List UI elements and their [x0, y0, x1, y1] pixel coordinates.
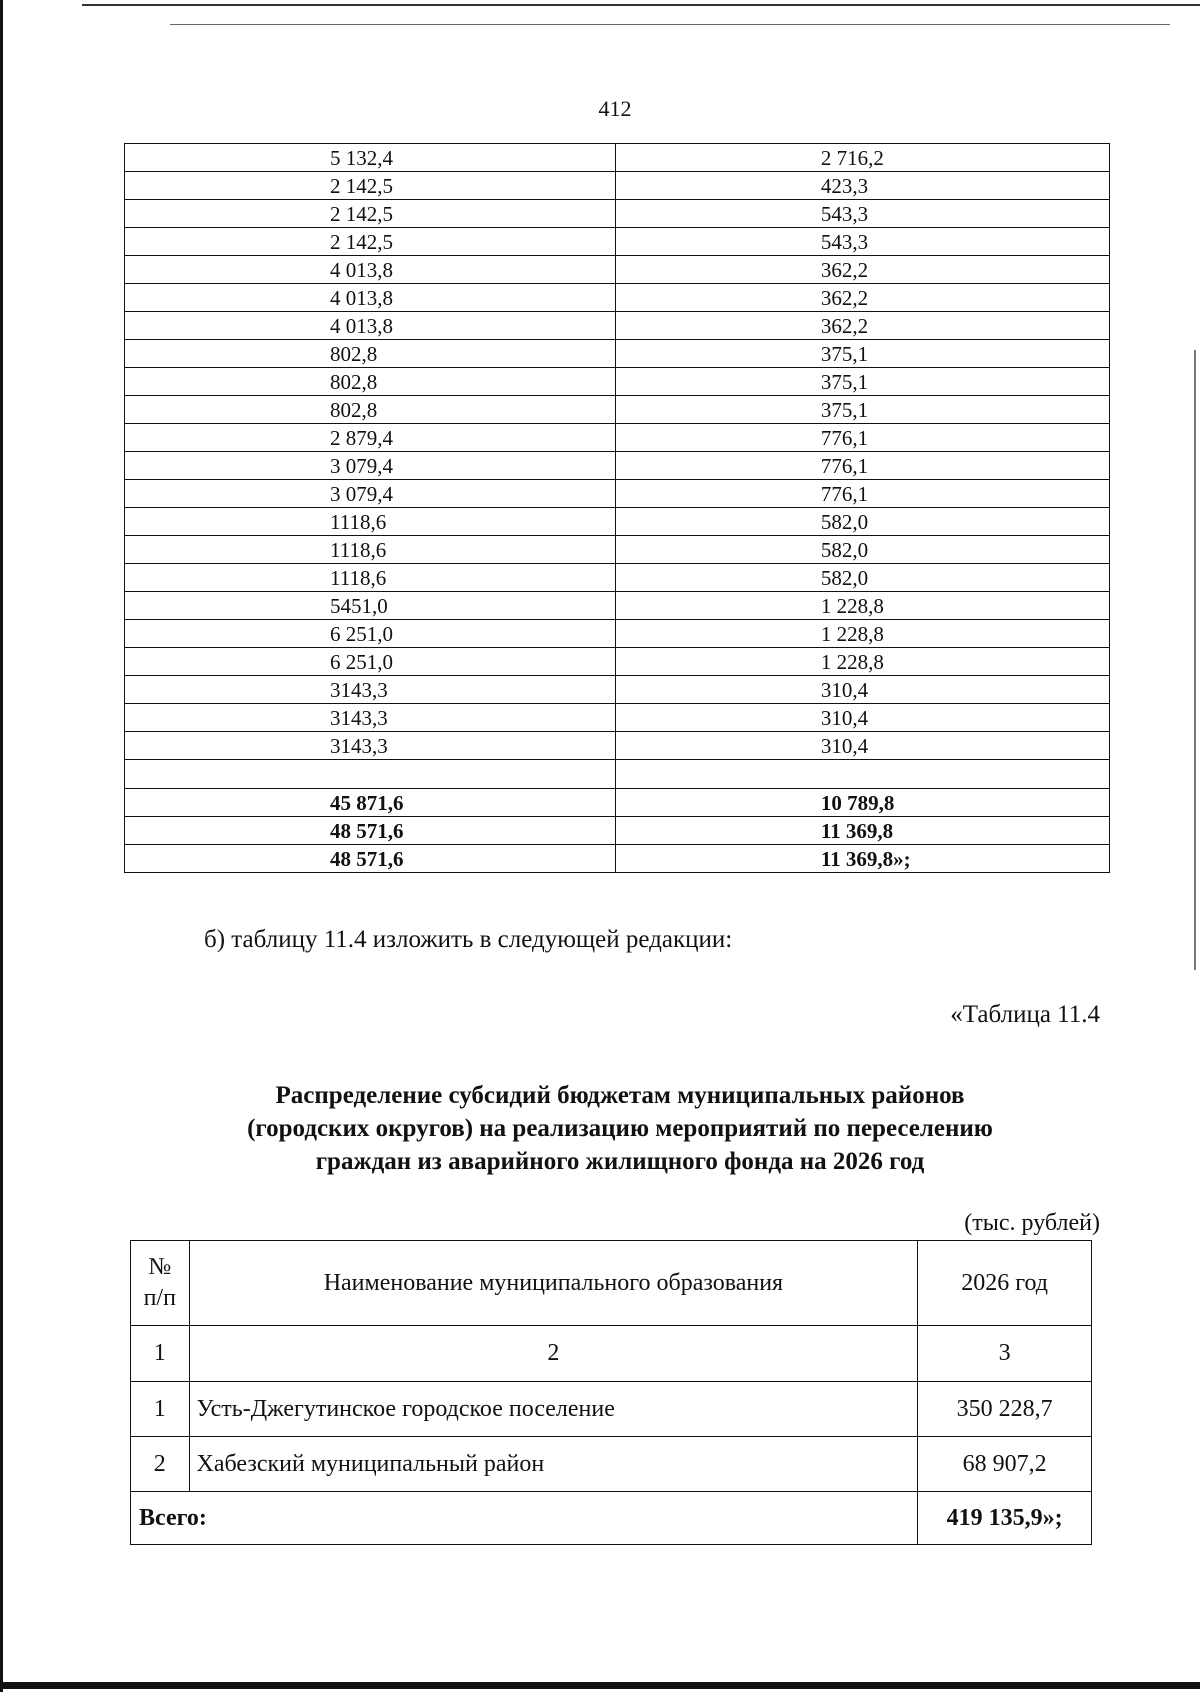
table-cell: 2 879,4 [125, 424, 616, 452]
table-cell: 3143,3 [125, 704, 616, 732]
table-row [125, 648, 1110, 676]
continuation-table [124, 143, 1110, 873]
header-num-line: п/п [143, 1285, 176, 1311]
table-row [125, 564, 1110, 592]
table-row [125, 424, 1110, 452]
table-row [125, 396, 1110, 424]
table-cell: 1 228,8 [615, 592, 1109, 620]
table-cell: 582,0 [615, 508, 1109, 536]
heading-line: Распределение субсидий бюджетам муниципальных районов [275, 1082, 965, 1109]
table-cell: 3 [918, 1326, 1092, 1382]
table-row [125, 508, 1110, 536]
table-cell: Усть-Джегутинское городское поселение [189, 1382, 918, 1437]
table-row [125, 172, 1110, 200]
table-cell: 3 079,4 [125, 452, 616, 480]
table-cell: 48 571,6 [125, 845, 616, 873]
table-row-total [125, 789, 1110, 817]
table-cell: 6 251,0 [125, 620, 616, 648]
table-cell: 1118,6 [125, 536, 616, 564]
table-cell: 375,1 [615, 340, 1109, 368]
header-year: 2026 год [918, 1241, 1092, 1326]
table-cell: 1118,6 [125, 564, 616, 592]
table-cell: 4 013,8 [125, 284, 616, 312]
header-num [131, 1241, 190, 1326]
table-cell: 375,1 [615, 368, 1109, 396]
column-index-row [131, 1326, 1092, 1382]
total-value: 419 135,9»; [918, 1492, 1092, 1545]
table-cell [125, 760, 616, 789]
table-cell: 1 [131, 1326, 190, 1382]
scan-border-left [0, 0, 3, 1692]
table-header-row [131, 1241, 1092, 1326]
table-cell: 543,3 [615, 228, 1109, 256]
table-cell [615, 760, 1109, 789]
table-cell: 5451,0 [125, 592, 616, 620]
table-cell: 776,1 [615, 424, 1109, 452]
table-cell: 423,3 [615, 172, 1109, 200]
table-heading [120, 1079, 1120, 1178]
table-cell: 3143,3 [125, 676, 616, 704]
table-cell: 3143,3 [125, 732, 616, 760]
page-number: 412 [598, 96, 632, 121]
units-label: (тыс. рублей) [964, 1210, 1100, 1236]
table-row [131, 1437, 1092, 1492]
table-cell: 3 079,4 [125, 480, 616, 508]
heading-line: (городских округов) на реализацию мероприятий по переселению [247, 1115, 993, 1142]
table-cell: 802,8 [125, 368, 616, 396]
table-row [125, 368, 1110, 396]
table-cell: 582,0 [615, 536, 1109, 564]
table-row [125, 676, 1110, 704]
table-cell: 2 [131, 1437, 190, 1492]
heading-line: граждан из аварийного жилищного фонда на 2026 год [315, 1148, 925, 1175]
table-row [131, 1382, 1092, 1437]
table-cell: 776,1 [615, 452, 1109, 480]
table-cell: 4 013,8 [125, 256, 616, 284]
table-row [125, 732, 1110, 760]
table-row [125, 200, 1110, 228]
table-cell: 310,4 [615, 732, 1109, 760]
table-row [125, 312, 1110, 340]
scan-border-bottom [0, 1682, 1200, 1689]
table-cell: 362,2 [615, 312, 1109, 340]
table-cell: Хабезский муниципальный район [189, 1437, 918, 1492]
table-row [125, 284, 1110, 312]
table-cell: 1 228,8 [615, 620, 1109, 648]
table-cell: 4 013,8 [125, 312, 616, 340]
table-cell: 10 789,8 [615, 789, 1109, 817]
scan-border-right [1194, 350, 1196, 970]
table-row [125, 480, 1110, 508]
header-name: Наименование муниципального образования [189, 1241, 918, 1326]
total-label: Всего: [131, 1492, 918, 1545]
table-row [125, 340, 1110, 368]
table-row-total [125, 845, 1110, 873]
header-num-line: № [148, 1254, 172, 1280]
table-cell: 1 228,8 [615, 648, 1109, 676]
table-row-total [125, 817, 1110, 845]
table-label: «Таблица 11.4 [950, 1001, 1100, 1028]
table-cell: 362,2 [615, 284, 1109, 312]
table-cell: 375,1 [615, 396, 1109, 424]
instruction-paragraph: б) таблицу 11.4 изложить в следующей редакции: [204, 926, 733, 953]
table-row [125, 620, 1110, 648]
table-row-empty [125, 760, 1110, 789]
table-cell: 543,3 [615, 200, 1109, 228]
table-cell: 362,2 [615, 256, 1109, 284]
scan-border-top [82, 4, 1200, 6]
subsidy-table [130, 1240, 1092, 1545]
table-cell: 11 369,8 [615, 817, 1109, 845]
table-cell: 48 571,6 [125, 817, 616, 845]
table-cell: 6 251,0 [125, 648, 616, 676]
table-row [125, 144, 1110, 172]
table-cell: 310,4 [615, 704, 1109, 732]
table-cell: 1118,6 [125, 508, 616, 536]
table-cell: 2 142,5 [125, 200, 616, 228]
table-row [125, 536, 1110, 564]
table-cell: 802,8 [125, 396, 616, 424]
table-cell: 68 907,2 [918, 1437, 1092, 1492]
table-cell: 5 132,4 [125, 144, 616, 172]
table-row [125, 452, 1110, 480]
table-row [125, 256, 1110, 284]
table-cell: 582,0 [615, 564, 1109, 592]
table-row [125, 592, 1110, 620]
table-cell: 1 [131, 1382, 190, 1437]
table-row [125, 228, 1110, 256]
table-cell: 776,1 [615, 480, 1109, 508]
table-cell: 45 871,6 [125, 789, 616, 817]
table-cell: 2 142,5 [125, 172, 616, 200]
table-cell: 2 142,5 [125, 228, 616, 256]
table-cell: 2 [189, 1326, 918, 1382]
table-cell: 310,4 [615, 676, 1109, 704]
table-cell: 350 228,7 [918, 1382, 1092, 1437]
scan-border-top-inner [170, 24, 1170, 25]
table-cell: 2 716,2 [615, 144, 1109, 172]
table-row [125, 704, 1110, 732]
table-cell: 11 369,8»; [615, 845, 1109, 873]
table-cell: 802,8 [125, 340, 616, 368]
table-row-total [131, 1492, 1092, 1545]
